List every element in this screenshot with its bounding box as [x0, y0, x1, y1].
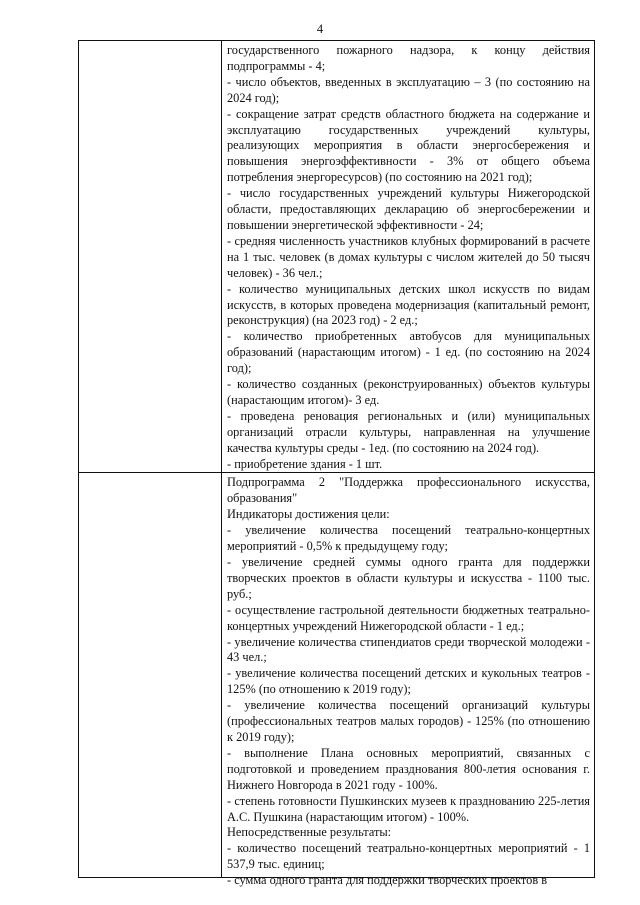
- list-item: - сумма одного гранта для поддержки творческих проектов в: [227, 873, 548, 888]
- list-item: - количество приобретенных автобусов для муниципальных образований (нарастающим итогом) - 1 ед. (по состоянию на 2024 год);: [227, 329, 590, 376]
- right-cell-subprogram-1-indicators: [222, 41, 595, 473]
- list-item: - количество созданных (реконструированных) объектов культуры (нарастающим итогом)- 3 ед.: [227, 377, 590, 407]
- list-item: - выполнение Плана основных мероприятий, связанных с подготовкой и проведением празднования 800-летия основания г. Нижнего Новгорода в 2021 году - 100%.: [227, 745, 590, 792]
- left-cell-empty: [79, 473, 222, 878]
- list-item: - увеличение количества посещений детских и кукольных театров - 125% (по отношению к 2019 году);: [227, 666, 590, 697]
- list-item: - степень готовности Пушкинских музеев к празднованию 225-летия А.С. Пушкина (нарастающим итогом) - 100%.: [227, 793, 590, 824]
- cell-text: [222, 41, 594, 472]
- list-item: - число объектов, введенных в эксплуатацию – 3 (по состоянию на 2024 год);: [227, 74, 590, 105]
- left-cell-empty: [79, 41, 222, 473]
- list-item: - сокращение затрат средств областного бюджета на содержание и эксплуатацию государственных учреждений культуры, реализующих мероприятия в области энергосбережения и повышения энергоэффективности - 3% от общего объема потребления энергоресурсов) (по состоянию на 2021 год);: [227, 106, 590, 185]
- program-table: [78, 40, 595, 888]
- list-item: - количество муниципальных детских школ искусств по видам искусств, в которых проведена модернизация (капитальный ремонт, реконструкция) (на 2023 год) - 2 ед.;: [227, 281, 590, 328]
- list-item: - осуществление гастрольной деятельности бюджетных театрально-концертных учреждений Нижегородской области - 1 ед.;: [227, 602, 590, 633]
- results-heading: Непосредственные результаты:: [227, 825, 392, 840]
- list-item: - приобретение здания - 1 шт.: [227, 456, 383, 471]
- list-item: - количество посещений театрально-концертных мероприятий - 1 537,9 тыс. единиц;: [227, 841, 590, 872]
- table-row: [79, 473, 595, 878]
- list-item: - увеличение количества стипендиатов среди творческой молодежи - 43 чел.;: [227, 634, 590, 665]
- list-item: - средняя численность участников клубных формирований в расчете на 1 тыс. человек (в домах культуры с числом жителей до 50 тысяч человек) - 36 чел.;: [227, 233, 590, 280]
- indicators-heading: Индикаторы достижения цели:: [227, 507, 390, 522]
- list-item: - увеличение средней суммы одного гранта для поддержки творческих проектов в области культуры и искусства - 1100 тыс. руб.;: [227, 555, 590, 601]
- list-item: - проведена реновация региональных и (или) муниципальных организаций отрасли культуры, направленная на улучшение качества культуры среды - 1ед. (по состоянию на 2024 год).: [227, 408, 590, 455]
- page-number: 4: [316, 22, 324, 36]
- list-item: - увеличение количества посещений организаций культуры (профессиональных театров малых городов) - 125% (по отношению к 2019 году);: [227, 698, 590, 744]
- list-item: - увеличение количества посещений театрально-концертных мероприятий - 0,5% к предыдущему году;: [227, 523, 590, 554]
- cell-text: [222, 473, 594, 888]
- right-cell-subprogram-2: [222, 473, 595, 888]
- subprogram-title: Подпрограмма 2 "Поддержка профессионального искусства, образования": [227, 475, 590, 506]
- table-row: [79, 41, 595, 473]
- list-item: государственного пожарного надзора, к концу действия подпрограммы - 4;: [227, 43, 590, 73]
- list-item: - число государственных учреждений культуры Нижегородской области, предоставляющих декларацию об энергосбережении и повышении энергетической эффективности - 24;: [227, 186, 590, 232]
